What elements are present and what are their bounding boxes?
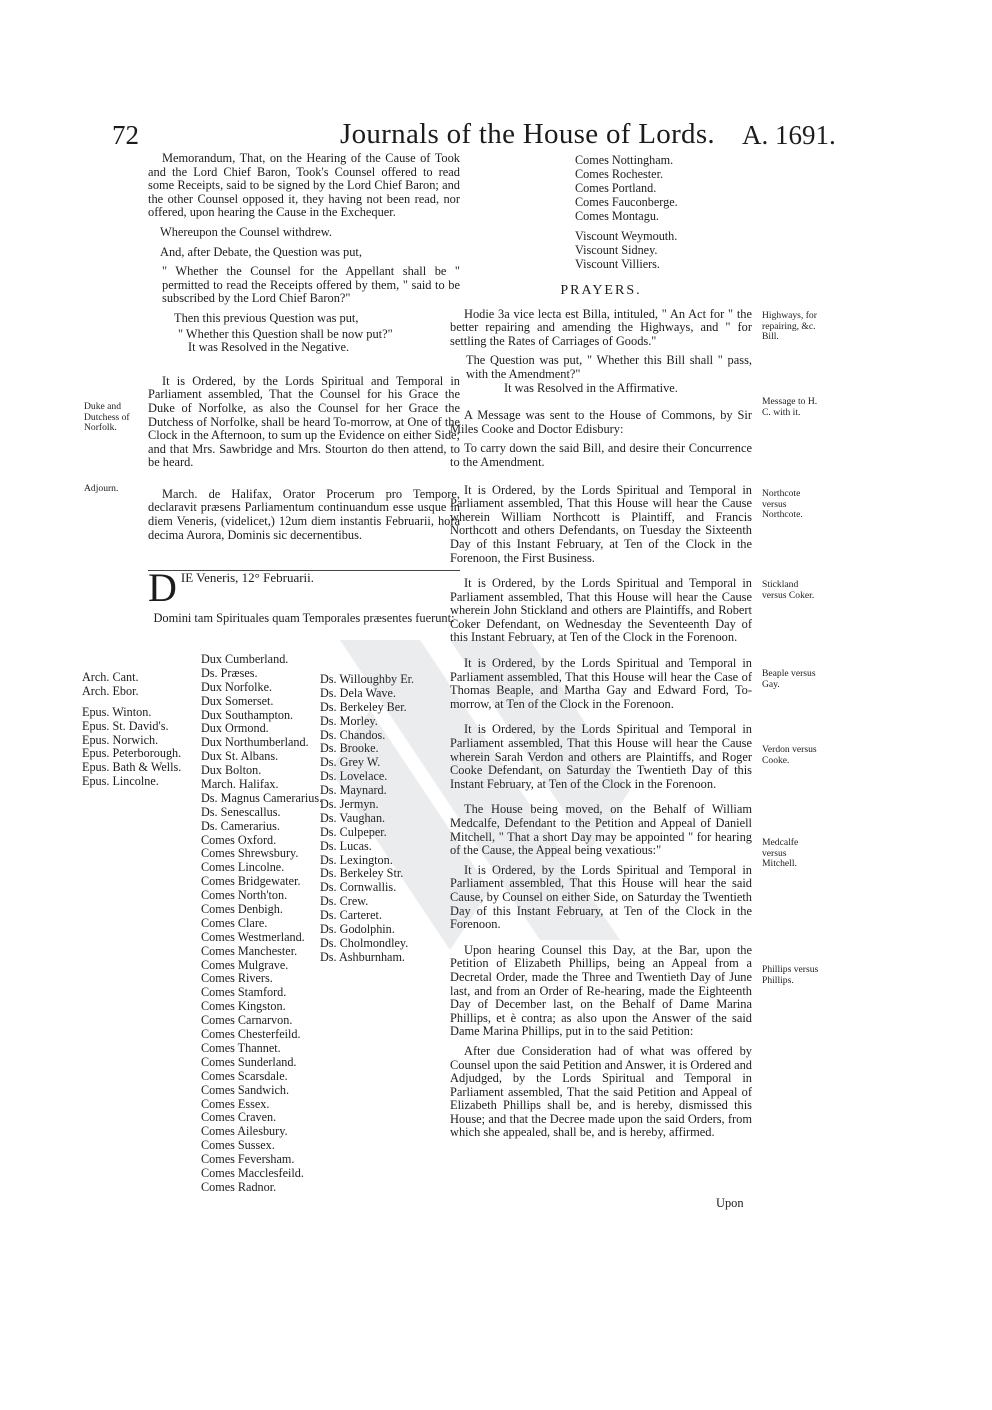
baron-entry: Ds. Grey W. [320, 755, 381, 770]
carry-down-bill: To carry down the said Bill, and desire their Concurrence to the Amendment. [450, 441, 752, 469]
peer-entry: Comes Bridgewater. [201, 874, 301, 889]
die-heading [148, 570, 460, 604]
bishop-entry: Epus. St. David's. [82, 718, 169, 733]
peer-entry: Comes Nottingham. [575, 153, 674, 167]
margin-note-message: Message to H. C. with it. [762, 396, 818, 418]
margin-note-stickland: Stickland versus Coker. [762, 579, 815, 601]
divider-rule [148, 570, 460, 571]
peer-entry: Comes Scarsdale. [201, 1068, 288, 1083]
counsel-withdrew: Whereupon the Counsel withdrew. [160, 224, 332, 239]
baron-entry: Ds. Willoughby Er. [320, 672, 415, 686]
peer-entry: Dux Cumberland. [201, 652, 289, 666]
peer-entry: Comes Carnarvon. [201, 1013, 293, 1028]
bishop-entry: Epus. Winton. [82, 704, 152, 719]
peer-entry: Comes Montagu. [575, 208, 659, 223]
bishop-entry: Epus. Bath & Wells. [82, 760, 182, 775]
peer-entry: Ds. Præses. [201, 665, 258, 680]
baron-entry: Ds. Vaughan. [320, 810, 386, 825]
year-heading: A. 1691. [742, 120, 836, 150]
order-northcott: It is Ordered, by the Lords Spiritual and Temporal in Parliament assembled, That this House will hear the Cause wherein William Northcott is Plaintiff, and Francis Northcott and others Defendants, on Tuesday the Sixteenth Day of this Instant February, at Ten of the Clock in the Forenoon, the First Business. [450, 482, 752, 565]
baron-entry: Ds. Lexington. [320, 852, 393, 867]
left-column [148, 152, 460, 632]
peer-entry: Comes Sussex. [201, 1138, 275, 1153]
peer-entry: March. Halifax. [201, 777, 279, 792]
baron-entry: Ds. Morley. [320, 713, 378, 728]
margin-note-highways: Highways, for repairing, &c. Bill. [762, 310, 817, 343]
margin-note-phillips: Phillips versus Phillips. [762, 964, 819, 986]
highways-question: The Question was put, " Whether this Bill shall " pass, with the Amendment?" [466, 353, 752, 381]
peer-entry: Comes Macclesfeild. [201, 1165, 304, 1180]
peer-entry: Comes Radnor. [201, 1179, 277, 1194]
phillips-hearing: Upon hearing Counsel this Day, at the Bar, upon the Petition of Elizabeth Phillips, being an Appeal from a Decretal Order, made the Three and Twentieth Day of June last, and from an Order of Re-hearing, made the Eighteenth Day of December last, on the Behalf of Dame Marina Phillips, et è contra; as also upon the Answer of the said Dame Marina Phillips, put in to the said Petition: [450, 942, 752, 1039]
bishop-entry: Epus. Peterborough. [82, 746, 182, 761]
baron-entry: Ds. Dela Wave. [320, 685, 396, 700]
peer-entry: Dux Southampton. [201, 707, 294, 722]
page-number: 72 [112, 120, 139, 150]
bishops-list [82, 671, 181, 789]
baron-entry: Ds. Crew. [320, 894, 369, 909]
margin-note-adjourn: Adjourn. [84, 483, 119, 494]
peer-entry: Comes Sandwich. [201, 1082, 290, 1097]
peer-entry: Comes Stamford. [201, 985, 287, 1000]
baron-entry: Ds. Brooke. [320, 741, 379, 756]
baron-entry: Ds. Cholmondley. [320, 935, 409, 950]
peer-entry: Dux Bolton. [201, 763, 262, 778]
peer-entry: Ds. Magnus Camerarius. [201, 790, 323, 805]
medcalfe-motion: The House being moved, on the Behalf of William Medcalfe, Defendant to the Petition and Appeal of Daniell Mitchell, " That a short Day may be appointed " for hearing of the Cause, the Appeal being vexatious:" [450, 802, 752, 858]
previous-question-quote: " Whether this Question shall be now put?" [178, 326, 393, 341]
bishop-entry: Epus. Lincolne. [82, 774, 159, 789]
peer-entry: Viscount Sidney. [575, 243, 658, 258]
prayers-heading: PRAYERS. [560, 283, 642, 298]
previous-question: Then this previous Question was put, [174, 310, 359, 325]
peer-entry: Comes North'ton. [201, 888, 288, 903]
order-stickland: It is Ordered, by the Lords Spiritual and Temporal in Parliament assembled, That this House will hear the Cause wherein John Stickland and others are Plaintiffs, and Robert Coker Defendant, on Wednesday the Seventeenth Day of this Instant February, at Ten of the Clock in the Forenoon. [450, 576, 752, 645]
peer-entry: Comes Rochester. [575, 166, 664, 181]
peer-entry: Comes Craven. [201, 1110, 277, 1125]
baron-entry: Ds. Ashburnham. [320, 949, 405, 964]
peer-entry: Comes Westmerland. [201, 929, 305, 944]
peer-entry: Comes Sunderland. [201, 1054, 297, 1069]
baron-entry: Ds. Jermyn. [320, 797, 379, 812]
resolved-negative: It was Resolved in the Negative. [188, 340, 350, 355]
margin-note-northcote: Northcote versus Northcote. [762, 488, 803, 521]
peer-entry: Ds. Senescallus. [201, 804, 281, 819]
margin-note-medcalfe: Medcalfe versus Mitchell. [762, 837, 799, 870]
peer-entry: Comes Mulgrave. [201, 957, 289, 972]
peer-entry: Comes Fauconberge. [575, 194, 678, 209]
baron-entry: Ds. Godolphin. [320, 922, 395, 937]
drop-cap: D [148, 570, 177, 605]
peer-entry: Dux Ormond. [201, 721, 269, 736]
peer-entry: Comes Thannet. [201, 1040, 281, 1055]
order-beaple: It is Ordered, by the Lords Spiritual and Temporal in Parliament assembled, That this House will hear the Case of Thomas Beaple, and Martha Gay and Edward Ford, To-morrow, at Ten of the Clock in the Forenoon. [450, 656, 752, 711]
resolved-affirmative: It was Resolved in the Affirmative. [504, 380, 678, 395]
message-commons: A Message was sent to the House of Commons, by Sir Miles Cooke and Doctor Edisbury: [450, 408, 752, 436]
peer-entry: Dux Norfolke. [201, 679, 273, 694]
peer-entry: Dux St. Albans. [201, 749, 279, 764]
adjournment-paragraph: March. de Halifax, Orator Procerum pro Tempore, declaravit præsens Parliamentum continuandum esse usque in diem Veneris, (videlicet,) 12um diem instantis Februarii, hora decima Aurora, Dominis sic decernentibus. [148, 486, 460, 542]
margin-note-beaple: Beaple versus Gay. [762, 668, 816, 690]
domini-present: Domini tam Spirituales quam Temporales præsentes fuerunt: [153, 611, 455, 626]
peer-entry: Comes Ailesbury. [201, 1124, 288, 1139]
bishop-entry: Arch. Ebor. [82, 683, 139, 698]
baron-entry: Ds. Culpeper. [320, 824, 387, 839]
peer-entry: Viscount Weymouth. [575, 229, 678, 244]
bishop-entry: Arch. Cant. [82, 670, 139, 684]
peer-entry: Comes Feversham. [201, 1152, 295, 1167]
baron-entry: Ds. Carteret. [320, 908, 382, 923]
baron-entry: Ds. Berkeley Str. [320, 866, 404, 881]
peer-entry: Comes Essex. [201, 1096, 270, 1111]
peer-entry: Comes Chesterfeild. [201, 1027, 301, 1042]
peer-entry: Comes Denbigh. [201, 902, 283, 917]
peer-entry: Comes Lincolne. [201, 860, 285, 875]
peer-entry: Dux Northumberland. [201, 735, 309, 750]
order-medcalfe: It is Ordered, by the Lords Spiritual and Temporal in Parliament assembled, That this House will hear the said Cause, by Counsel on either Side, on Saturday the Twentieth Day of this Instant February, at Ten of the Clock in the Forenoon. [450, 862, 752, 932]
catchword: Upon [716, 1196, 744, 1210]
baron-entry: Ds. Lovelace. [320, 769, 388, 784]
baron-entry: Ds. Cornwallis. [320, 880, 397, 895]
peer-entry: Ds. Camerarius. [201, 818, 280, 833]
baron-entry: Ds. Chandos. [320, 727, 386, 742]
peer-entry: Comes Manchester. [201, 943, 298, 958]
peer-entry: Comes Clare. [201, 915, 268, 930]
margin-note-verdon: Verdon versus Cooke. [762, 744, 817, 766]
peer-entry: Comes Oxford. [201, 832, 277, 847]
die-date: IE Veneris, 12° Februarii. [180, 570, 315, 586]
question-quote: " Whether the Counsel for the Appellant shall be " permitted to read the Receipts offered by them, " said to be subscribed by the Lord Chief Baron?" [162, 264, 460, 306]
after-debate: And, after Debate, the Question was put, [160, 244, 362, 259]
dukes-earls-list [201, 653, 322, 1195]
barons-list [320, 673, 414, 965]
peer-entry: Comes Shrewsbury. [201, 846, 299, 861]
right-top-list [575, 154, 678, 272]
peer-entry: Comes Kingston. [201, 999, 286, 1014]
baron-entry: Ds. Berkeley Ber. [320, 699, 407, 714]
memorandum-paragraph: Memorandum, That, on the Hearing of the Cause of Took and the Lord Chief Baron, Took's Counsel offered to read some Receipts, said to be signed by the Lord Chief Baron; and the other Counsel opposed it, they having not been read, nor offered, upon hearing the Cause in the Exchequer. [148, 151, 460, 220]
baron-entry: Ds. Maynard. [320, 783, 387, 798]
baron-entry: Ds. Lucas. [320, 838, 372, 853]
peer-entry: Comes Rivers. [201, 971, 273, 986]
bishop-entry: Epus. Norwich. [82, 732, 159, 747]
order-verdon: It is Ordered, by the Lords Spiritual and Temporal in Parliament assembled, That this House will hear the Cause wherein Sarah Verdon and others are Plaintiffs, and Roger Cooke Defendant, on Saturday the Twentieth Day of this Instant February, at Ten of the Clock in the Forenoon. [450, 722, 752, 791]
order-norfolke: It is Ordered, by the Lords Spiritual and Temporal in Parliament assembled, That the Counsel for his Grace the Duke of Norfolke, as also the Counsel for her Grace the Dutchess of Norfolke, shall be heard To-morrow, at One of the Clock in the Afternoon, to sum up the Evidence on either Side; and that Mrs. Sawbridge and Mrs. Stourton do then attend, to be heard. [148, 373, 460, 470]
margin-note-norfolk: Duke and Dutchess of Norfolk. [84, 401, 130, 434]
right-column [450, 284, 752, 1146]
peer-entry: Viscount Villiers. [575, 257, 660, 272]
running-title: Journals of the House of Lords. [340, 118, 715, 150]
phillips-judgment: After due Consideration had of what was offered by Counsel upon the said Petition and Answer, it is Ordered and Adjudged, by the Lords Spiritual and Temporal in Parliament assembled, That the said Petition and Appeal of Elizabeth Phillips shall be, and is hereby, dismissed this House; and that the Decree made upon the said Orders, from which she appealed, shall be, and is hereby, affirmed. [450, 1043, 752, 1140]
peer-entry: Dux Somerset. [201, 693, 274, 708]
peer-entry: Comes Portland. [575, 180, 657, 195]
highways-bill: Hodie 3a vice lecta est Billa, intituled, " An Act for " the better repairing and amending the Highways, and " for settling the Rates of Carriages of Goods." [450, 306, 752, 348]
